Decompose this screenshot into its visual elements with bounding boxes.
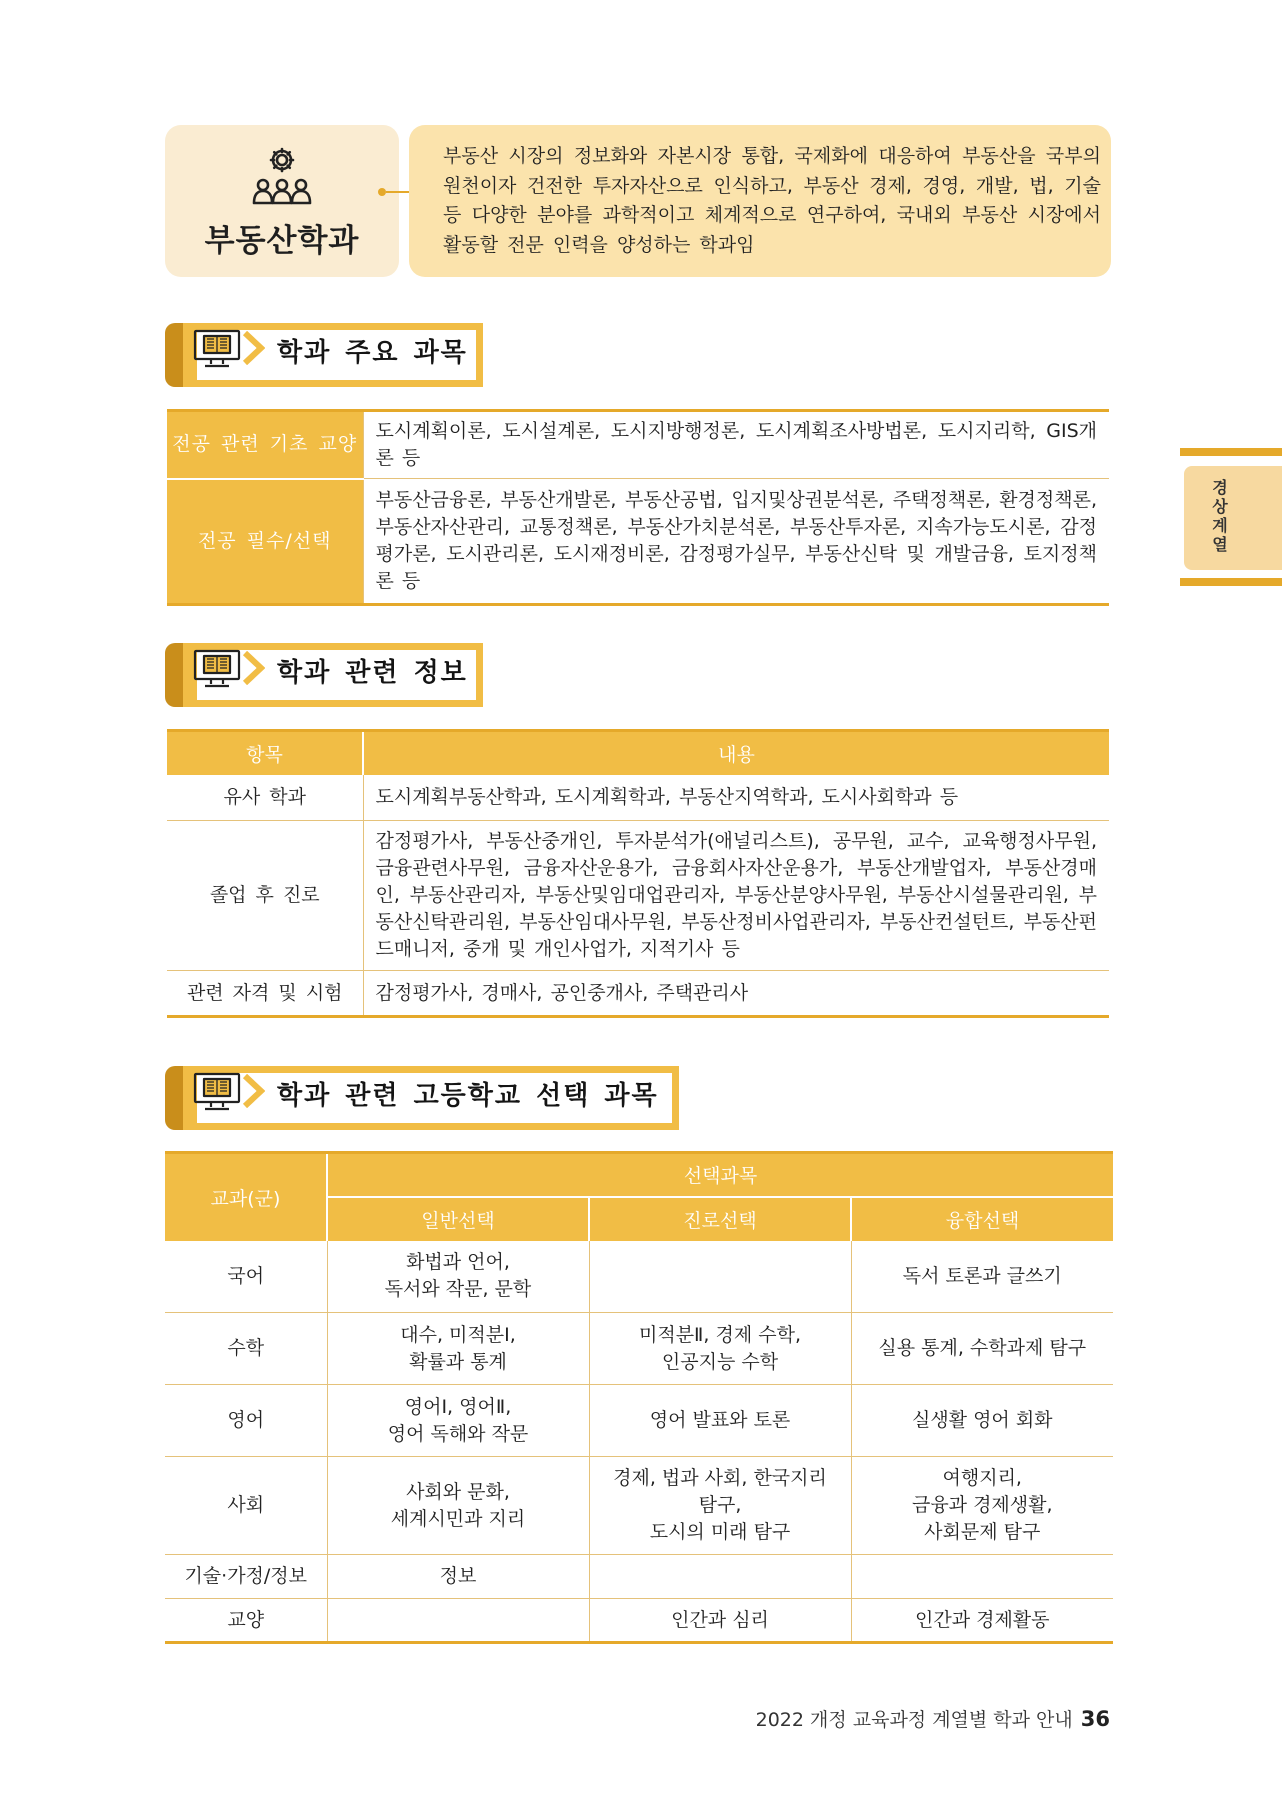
related-info-table — [167, 729, 1109, 1018]
table-row — [167, 479, 1109, 605]
row-label: 유사 학과 — [167, 775, 363, 821]
section-banner-high-school-subjects — [165, 1066, 679, 1130]
page-number: 36 — [1080, 1707, 1110, 1731]
table-row — [165, 1599, 1113, 1643]
book-monitor-icon — [189, 328, 245, 370]
cell-fusion: 실용 통계, 수학과제 탐구 — [851, 1313, 1113, 1385]
section-title: 학과 주요 과목 — [277, 338, 468, 368]
cell-subject: 국어 — [165, 1241, 327, 1313]
book-monitor-icon — [189, 1071, 245, 1113]
section-title: 학과 관련 고등학교 선택 과목 — [277, 1081, 659, 1111]
cell-subject: 수학 — [165, 1313, 327, 1385]
table-row — [165, 1385, 1113, 1457]
table-body — [165, 1241, 1113, 1643]
row-value: 감정평가사, 경매사, 공인중개사, 주택관리사 — [363, 971, 1109, 1017]
department-card — [165, 125, 399, 277]
table-header-row — [165, 1153, 1113, 1197]
table-row — [165, 1241, 1113, 1313]
table-row — [167, 971, 1109, 1017]
cell-subject: 영어 — [165, 1385, 327, 1457]
category-label: 경상 계열 — [1212, 478, 1228, 554]
cell-general: 정보 — [327, 1555, 589, 1599]
column-header: 융합선택 — [851, 1197, 1113, 1241]
column-header: 일반선택 — [327, 1197, 589, 1241]
table-row — [167, 411, 1109, 479]
row-value: 부동산금융론, 부동산개발론, 부동산공법, 입지및상권분석론, 주택정책론, 환경정책론, 부동산자산관리, 교통정책론, 부동산가치분석론, 부동산투자론, 지속가능도시론, 감정평가론, 도시관리론, 도시재정비론, 감정평가실무, 부동산신탁 및 개발금융, 토지정책론 등 — [363, 479, 1109, 605]
cell-general — [327, 1599, 589, 1643]
cell-career: 인간과 심리 — [589, 1599, 851, 1643]
cell-career: 영어 발표와 토론 — [589, 1385, 851, 1457]
department-description: 부동산 시장의 정보화와 자본시장 통합, 국제화에 대응하여 부동산을 국부의 원천이자 건전한 투자자산으로 인식하고, 부동산 경제, 경영, 개발, 법, 기술 등 다양한 분야를 과학적이고 체계적으로 연구하여, 국내외 부동산 시장에서 활동할 전문 인력을 양성하는 학과임 — [409, 125, 1111, 277]
column-header: 항목 — [167, 731, 363, 775]
cell-career — [589, 1241, 851, 1313]
cell-general: 사회와 문화, 세계시민과 지리 — [327, 1457, 589, 1555]
book-monitor-icon — [189, 648, 245, 690]
table-row — [165, 1555, 1113, 1599]
table-row — [165, 1313, 1113, 1385]
cell-general: 대수, 미적분Ⅰ, 확률과 통계 — [327, 1313, 589, 1385]
cell-fusion: 독서 토론과 글쓰기 — [851, 1241, 1113, 1313]
column-header: 진로선택 — [589, 1197, 851, 1241]
column-header-group: 선택과목 — [327, 1153, 1113, 1197]
section-banner-major-subjects — [165, 323, 483, 387]
major-subjects-table — [167, 409, 1109, 606]
department-name: 부동산학과 — [204, 223, 360, 259]
cell-career: 경제, 법과 사회, 한국지리 탐구, 도시의 미래 탐구 — [589, 1457, 851, 1555]
footer-text: 2022 개정 교육과정 계열별 학과 안내 — [755, 1709, 1073, 1731]
row-label: 전공 관련 기초 교양 — [167, 411, 363, 479]
table-row — [167, 821, 1109, 971]
table-row — [165, 1457, 1113, 1555]
table-header-row — [167, 731, 1109, 775]
cell-career — [589, 1555, 851, 1599]
row-label: 졸업 후 진로 — [167, 821, 363, 971]
cell-subject: 기술·가정/정보 — [165, 1555, 327, 1599]
cell-general: 화법과 언어, 독서와 작문, 문학 — [327, 1241, 589, 1313]
page-footer — [756, 1705, 1110, 1732]
cell-fusion: 실생활 영어 회화 — [851, 1385, 1113, 1457]
high-school-subjects-table — [165, 1151, 1113, 1644]
row-value: 도시계획이론, 도시설계론, 도시지방행정론, 도시계획조사방법론, 도시지리학, GIS개론 등 — [363, 411, 1109, 479]
cell-career: 미적분Ⅱ, 경제 수학, 인공지능 수학 — [589, 1313, 851, 1385]
cell-subject: 사회 — [165, 1457, 327, 1555]
cell-subject: 교양 — [227, 1608, 265, 1631]
cell-general: 영어Ⅰ, 영어Ⅱ, 영어 독해와 작문 — [327, 1385, 589, 1457]
row-value: 도시계획부동산학과, 도시계획학과, 부동산지역학과, 도시사회학과 등 — [363, 775, 1109, 821]
row-value: 감정평가사, 부동산중개인, 투자분석가(애널리스트), 공무원, 교수, 교육행정사무원, 금융관련사무원, 금융자산운용가, 금융회사자산운용가, 부동산개발업자, 부동산경매인, 부동산관리자, 부동산및임대업관리자, 부동산분양사무원, 부동산시설물관리원, 부동산신탁관리원, 부동산임대사무원, 부동산정비사업관리자, 부동산컨설턴트, 부동산펀드매니저, 중개 및 개인사업가, 지적기사 등 — [363, 821, 1109, 971]
row-label: 전공 필수/선택 — [167, 479, 363, 605]
table-row — [167, 775, 1109, 821]
gear-people-icon — [165, 145, 399, 217]
category-side-tab — [1180, 448, 1282, 586]
section-title: 학과 관련 정보 — [277, 658, 468, 688]
section-banner-related-info — [165, 643, 483, 707]
cell-fusion — [851, 1555, 1113, 1599]
cell-fusion: 인간과 경제활동 — [851, 1599, 1113, 1643]
column-header-subject: 교과(군) — [165, 1153, 327, 1241]
column-header: 내용 — [363, 731, 1109, 775]
row-label: 관련 자격 및 시험 — [186, 981, 343, 1004]
cell-fusion: 여행지리, 금융과 경제생활, 사회문제 탐구 — [851, 1457, 1113, 1555]
